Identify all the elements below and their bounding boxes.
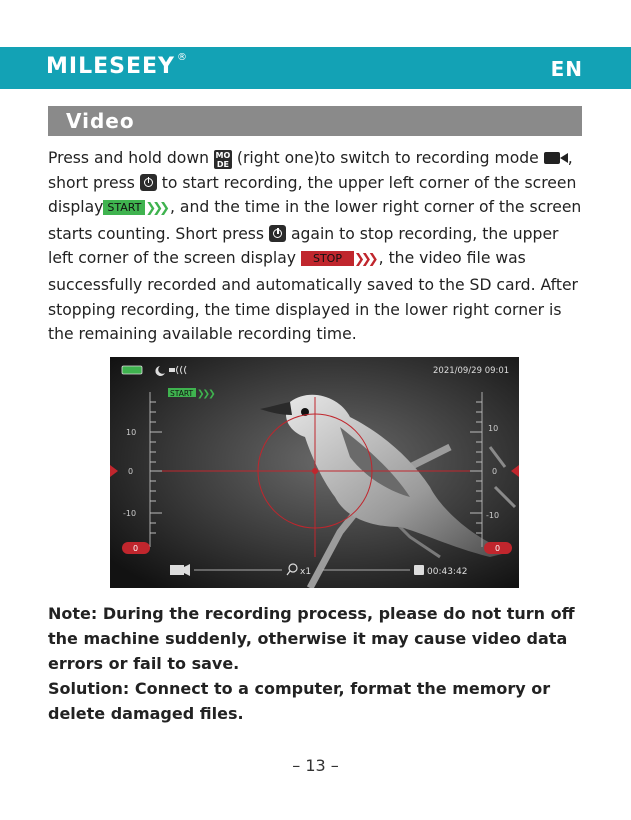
brand-logo	[46, 54, 188, 79]
text-run: again to stop recording, the upper left corner of the screen display	[48, 224, 559, 268]
power-button-icon	[140, 174, 157, 191]
note-block	[48, 601, 598, 726]
note-warning: Note: During the recording process, please do not turn off the machine suddenly, otherwise it may cause video data errors or fail to save.	[48, 604, 575, 673]
chevrons-icon: ❯❯❯	[145, 201, 166, 217]
note-solution: Solution: Connect to a computer, format the memory or delete damaged files.	[48, 679, 551, 723]
mode-icon-top: MO	[215, 151, 231, 160]
text-run: , short press	[48, 149, 573, 192]
text-run: to start recording, the upper left corner of the screen display	[48, 173, 577, 217]
power-button-icon	[269, 225, 286, 242]
right-scale-label-0: 0	[492, 467, 498, 476]
text-run: , the video file was successfully recorded and automatically saved to the SD card. After stopping recording, the time displayed in the lower right corner is the remaining available recording time.	[48, 249, 578, 344]
chevrons-icon: ❯❯❯	[353, 252, 375, 268]
language-label: EN	[550, 57, 583, 81]
left-scale-label-10: 10	[126, 428, 137, 437]
start-badge: START	[103, 200, 145, 215]
left-scale-label-0: 0	[128, 467, 134, 476]
left-scale-label-minus10: -10	[123, 509, 137, 518]
page-number: – 13 –	[292, 756, 339, 775]
screen-start-chevrons: ❯❯❯	[197, 389, 214, 400]
left-pill-value: 0	[133, 544, 139, 553]
stop-badge: STOP	[301, 251, 354, 266]
bottom-camera-icon	[170, 565, 184, 575]
right-scale-label-10: 10	[488, 424, 499, 433]
remaining-time: 00:43:42	[427, 567, 468, 577]
battery-icon	[122, 366, 142, 374]
right-scale-label-minus10: -10	[486, 511, 500, 520]
ir-icon	[169, 368, 175, 372]
section-title: Video	[66, 109, 135, 133]
device-screen-image	[110, 357, 519, 588]
sd-card-icon	[414, 565, 424, 575]
zoom-level: x1	[300, 567, 312, 577]
screen-datetime: 2021/09/29 09:01	[433, 366, 510, 376]
text-run: (right one)to switch to recording mode	[231, 149, 544, 167]
registered-mark: ®	[176, 52, 188, 63]
text-run: , and the time in the lower right corner of the screen starts counting. Short press	[48, 198, 582, 243]
reticle-center	[312, 468, 318, 474]
instructions-paragraph	[48, 146, 588, 347]
device-screen-svg	[110, 357, 519, 588]
video-camera-icon	[544, 151, 568, 165]
screen-start-label: START	[170, 389, 194, 398]
mode-icon-bottom: DE	[216, 160, 229, 169]
right-pill-value: 0	[495, 544, 501, 553]
brand-name: MILESEEY	[46, 54, 175, 79]
mode-button-icon	[214, 150, 232, 169]
text-run: Press and hold down	[48, 149, 214, 167]
